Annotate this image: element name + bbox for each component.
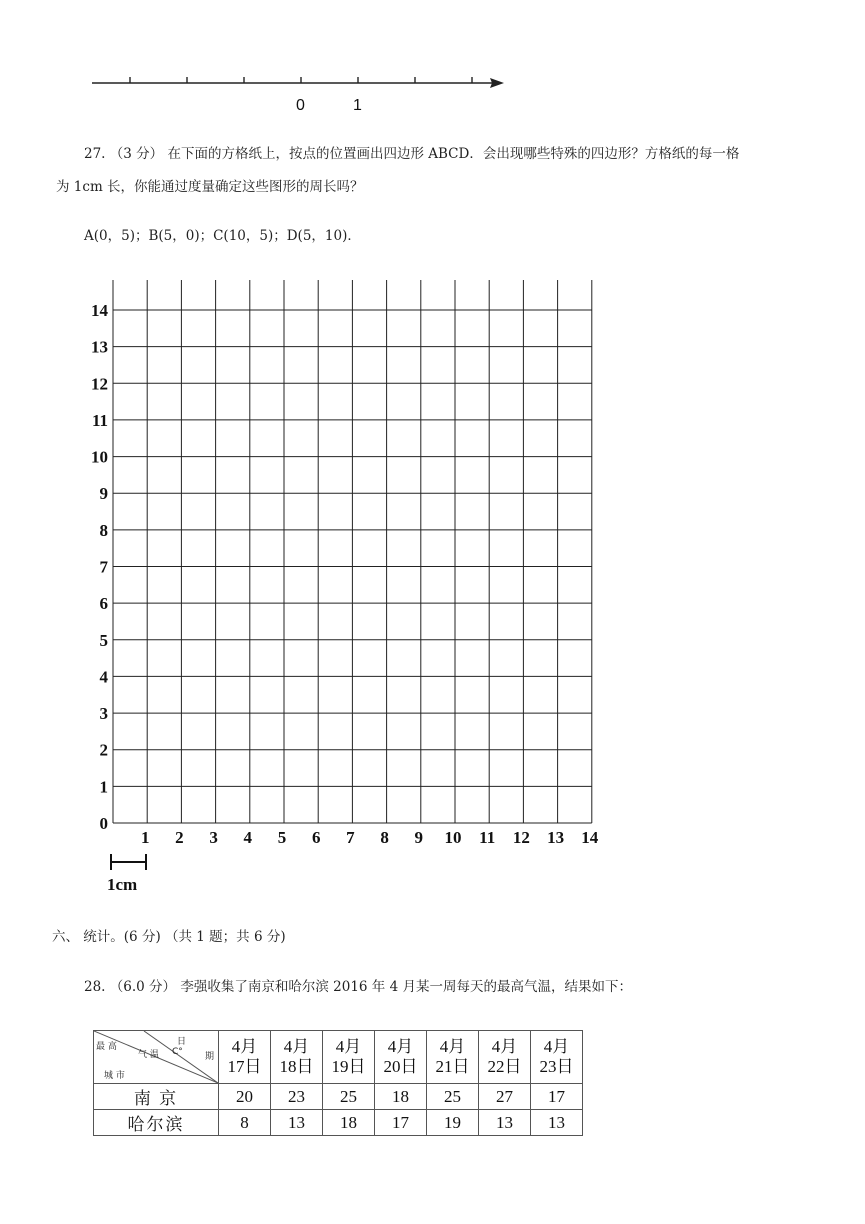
- date-cell: [427, 1031, 479, 1084]
- grid-paper: [80, 270, 610, 900]
- x-axis-label: 11: [479, 828, 496, 847]
- date-month: 4月: [491, 1037, 518, 1056]
- date-month: 4月: [335, 1037, 362, 1056]
- y-axis-label: 9: [99, 484, 108, 504]
- corner-period: 期: [205, 1052, 215, 1062]
- date-month: 4月: [387, 1037, 414, 1056]
- x-axis-label: 10: [444, 828, 462, 847]
- date-day: 18日: [279, 1057, 314, 1076]
- q28-text: 李强收集了南京和哈尔滨 2016 年 4 月某一周每天的最高气温，结果如下：: [180, 979, 632, 995]
- value-cell: 27: [479, 1084, 531, 1110]
- y-axis-label: 14: [91, 301, 108, 320]
- table-header-row: [94, 1031, 583, 1084]
- value-cell: 18: [323, 1110, 375, 1136]
- table-row: [94, 1110, 583, 1136]
- value-cell: 18: [375, 1084, 427, 1110]
- x-axis-label: 9: [414, 828, 424, 847]
- corner-temp: 气 温: [138, 1050, 159, 1060]
- section6-title: 六、 统计。(6 分) （共 1 题；共 6 分): [52, 929, 286, 945]
- q27-number: 27.: [84, 146, 106, 162]
- table-corner-cell: [94, 1031, 219, 1084]
- table-row: [94, 1084, 583, 1110]
- corner-date: 日: [177, 1037, 187, 1047]
- y-axis-label: 13: [91, 337, 108, 357]
- y-axis-label: 0: [99, 814, 108, 833]
- date-day: 20日: [383, 1057, 418, 1076]
- temperature-table: [93, 1030, 583, 1136]
- city-cell: 南 京: [94, 1084, 219, 1110]
- y-axis-label: 5: [99, 630, 108, 650]
- q27-text-line1: 在下面的方格纸上，按点的位置画出四边形 ABCD．会出现哪些特殊的四边形？方格纸的每一格: [167, 146, 740, 162]
- x-axis-label: 1: [140, 828, 150, 847]
- q28-number: 28.: [84, 979, 106, 995]
- y-axis-label: 7: [99, 557, 108, 577]
- x-axis-label: 13: [547, 828, 565, 847]
- corner-city: 城 市: [104, 1071, 125, 1081]
- date-month: 4月: [439, 1037, 466, 1056]
- date-month: 4月: [283, 1037, 310, 1056]
- corner-high: 最 高: [96, 1042, 117, 1052]
- y-axis-label: 10: [91, 447, 108, 467]
- q27-points: A(0，5)；B(5，0)；C(10，5)；D(5，10)．: [84, 228, 361, 244]
- value-cell: 25: [427, 1084, 479, 1110]
- y-axis-label: 6: [99, 594, 108, 614]
- value-cell: 17: [375, 1110, 427, 1136]
- x-axis-label: 12: [512, 828, 530, 847]
- q27-line1: [84, 144, 739, 164]
- city-cell: 哈尔滨: [94, 1110, 219, 1136]
- date-day: 17日: [227, 1057, 262, 1076]
- q28-line: [84, 977, 632, 997]
- q27-score: （3 分）: [109, 146, 164, 162]
- x-axis-label: 4: [243, 828, 253, 847]
- q28-score: （6.0 分）: [109, 979, 177, 995]
- date-cell: [479, 1031, 531, 1084]
- x-axis-label: 6: [311, 828, 321, 847]
- date-cell: [323, 1031, 375, 1084]
- date-day: 23日: [539, 1057, 574, 1076]
- date-day: 21日: [435, 1057, 470, 1076]
- value-cell: 20: [219, 1084, 271, 1110]
- value-cell: 8: [219, 1110, 271, 1136]
- value-cell: 19: [427, 1110, 479, 1136]
- y-axis-label: 8: [99, 520, 108, 540]
- y-axis-label: 2: [99, 740, 108, 760]
- number-line-label-0: 0: [296, 97, 305, 114]
- x-axis-label: 7: [346, 828, 355, 847]
- value-cell: 13: [531, 1110, 583, 1136]
- date-cell: [219, 1031, 271, 1084]
- x-axis-label: 8: [380, 828, 389, 847]
- value-cell: 13: [271, 1110, 323, 1136]
- y-axis-label: 1: [99, 777, 108, 797]
- scale-label: 1cm: [107, 875, 138, 894]
- y-axis-label: 11: [91, 410, 108, 430]
- y-axis-label: 12: [91, 374, 108, 394]
- value-cell: 25: [323, 1084, 375, 1110]
- value-cell: 23: [271, 1084, 323, 1110]
- date-month: 4月: [543, 1037, 570, 1056]
- date-month: 4月: [231, 1037, 258, 1056]
- corner-unit: C°: [172, 1047, 183, 1057]
- date-cell: [531, 1031, 583, 1084]
- y-axis-label: 3: [99, 704, 108, 724]
- date-cell: [271, 1031, 323, 1084]
- y-axis-label: 4: [99, 667, 108, 687]
- number-line-label-1: 1: [353, 97, 362, 114]
- value-cell: 13: [479, 1110, 531, 1136]
- date-day: 19日: [331, 1057, 366, 1076]
- number-line: [0, 60, 520, 120]
- date-cell: [375, 1031, 427, 1084]
- value-cell: 17: [531, 1084, 583, 1110]
- scale-bar: [111, 854, 146, 870]
- x-axis-label: 14: [581, 828, 599, 847]
- date-day: 22日: [487, 1057, 522, 1076]
- x-axis-label: 3: [209, 828, 218, 847]
- x-axis-label: 5: [277, 828, 287, 847]
- x-axis-label: 2: [175, 828, 184, 847]
- q27-text-line2: 为 1cm 长，你能通过度量确定这些图形的周长吗？: [56, 179, 364, 195]
